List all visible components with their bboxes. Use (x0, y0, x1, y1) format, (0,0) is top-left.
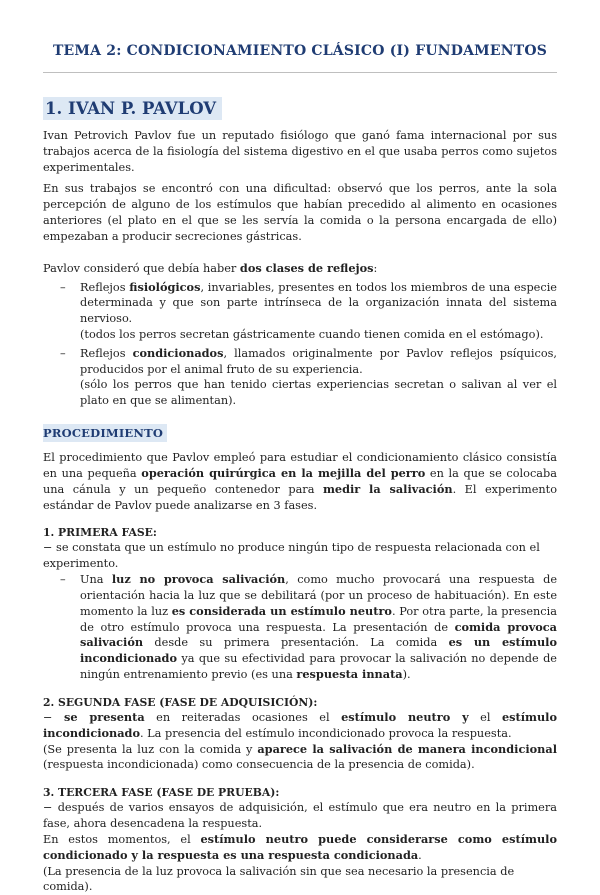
bold-text-run: estímulo neutro y (341, 709, 469, 724)
text-run: Reflejos (80, 346, 133, 360)
bold-text-run: fisiológicos (129, 279, 201, 294)
bold-text-run: es considerada un estímulo neutro (171, 603, 392, 618)
text-run: . (418, 848, 422, 862)
paragraph-intro: Ivan Petrovich Pavlov fue un reputado fisiólogo que ganó fama internacional por sus trabajos acerca de la fisiología del sistema digestivo en el que usaba perros como sujetos experimentales. (43, 129, 557, 174)
paragraph-reflex-classes (43, 261, 557, 277)
text-run: en la que se colocaba una cánula y un pequeño contenedor para (43, 466, 558, 496)
phase-2-heading: 2. SEGUNDA FASE (FASE DE ADQUISICIÓN): (43, 695, 318, 709)
text-run: El procedimiento que Pavlov empleó para estudiar el condicionamiento clásico consistía en una pequeña (43, 451, 557, 480)
list-item-physiological (80, 280, 557, 343)
list-item-note: (sólo los perros que han tenido ciertas experiencias secretan o salivan al ver el plato en que se alimentan). (80, 378, 557, 408)
phase-1-detail (43, 572, 557, 683)
text-run: . El experimento estándar de Pavlov puede analizarse en 3 fases. (43, 482, 557, 512)
text-run: , llamados originalmente por Pavlov reflejos psíquicos, producidos por el animal fruto de su experiencia. (80, 346, 558, 376)
text-run: . Por otra parte, la presencia de otro estímulo provoca una respuesta. La presentación de (80, 604, 557, 634)
reflex-list (43, 280, 557, 410)
text-run: el (468, 710, 502, 724)
paragraph-procedure (43, 450, 557, 513)
phase-2-line (43, 710, 557, 742)
phase-3-note: (La presencia de la luz provoca la salivación sin que sea necesario la presencia de comida). (43, 864, 515, 894)
bold-text-run: estímulo incondicionado (43, 709, 558, 740)
text-run: − (43, 710, 64, 724)
text-run: ya que su efectividad para provocar la salivación no depende de ningún entrenamiento previo (es una (80, 652, 557, 681)
phase-1-line: − se constata que un estímulo no produce ningún tipo de respuesta relacionada con el experimento. (43, 541, 540, 571)
bold-text-run: operación quirúrgica en la mejilla del perro (141, 465, 426, 480)
bold-text-run: comida provoca salivación (80, 619, 558, 650)
bold-text-run: aparece la salivación de manera incondicional (257, 741, 557, 756)
section-heading-pavlov: 1. IVAN P. PAVLOV (43, 97, 222, 120)
phase-3-line: − después de varios ensayos de adquisición, el estímulo que era neutro en la primera fase, ahora desencadena la respuesta. (43, 801, 557, 831)
phase-3-heading: 3. TERCERA FASE (FASE DE PRUEBA): (43, 786, 280, 800)
text-run: Reflejos (80, 280, 130, 294)
bold-text-run: condicionados (132, 345, 224, 360)
list-item-note: (todos los perros secretan gástricamente cuando tienen comida en el estómago). (80, 327, 544, 341)
text-run: (Se presenta la luz con la comida y (43, 742, 258, 756)
bold-text-run: se presenta (63, 709, 145, 724)
phase-1-heading: 1. PRIMERA FASE: (43, 526, 157, 540)
paragraph-difficulty: En sus trabajos se encontró con una dificultad: observó que los perros, ante la sola percepción de alguno de los estímulos que habían precedido al alimento en ocasiones anteriores (el plato en el que se les servía la comida o la persona encargada de ello) empezaban a producir secreciones gástricas. (43, 182, 557, 243)
text-run: (respuesta incondicionada) como consecuencia de la presencia de comida). (43, 758, 475, 772)
bold-text-run: luz no provoca salivación (111, 572, 286, 587)
text-run: : (373, 261, 378, 275)
dash-marker: – (60, 573, 66, 587)
list-item-conditioned (80, 346, 557, 409)
text-run: ). (402, 667, 411, 681)
text-run: , como mucho provocará una respuesta de orientación hacia la luz que se debilitará (por un proceso de habituación). En este momento la luz (80, 573, 558, 618)
bold-text-run: estímulo neutro puede considerarse como estímulo condicionado y la respuesta es una respuesta condicionada (43, 831, 557, 862)
phase-2-note (43, 742, 557, 774)
text-run: en reiteradas ocasiones el (144, 710, 342, 724)
bold-text-run: respuesta innata (296, 666, 403, 681)
text-run: . La presencia del estímulo incondicionado provoca la respuesta. (140, 726, 512, 740)
section-heading-procedure: PROCEDIMIENTO (43, 424, 167, 442)
text-run: desde su primera presentación. La comida (143, 636, 449, 650)
text-run: Una (80, 573, 112, 587)
bold-text-run: dos clases de reflejos (239, 260, 374, 275)
bold-text-run: es un estímulo incondicionado (80, 635, 558, 666)
text-run: , invariables, presentes en todos los miembros de una especie determinada y que son parte intrínseca de la organización innata del sistema nervioso. (80, 280, 557, 326)
title-divider (43, 72, 557, 73)
document-title: TEMA 2: CONDICIONAMIENTO CLÁSICO (I) FUNDAMENTOS (52, 43, 548, 59)
bold-text-run: medir la salivación (322, 481, 453, 496)
text-run: En estos momentos, el (43, 832, 201, 846)
text-run: Pavlov consideró que debía haber (43, 261, 240, 275)
